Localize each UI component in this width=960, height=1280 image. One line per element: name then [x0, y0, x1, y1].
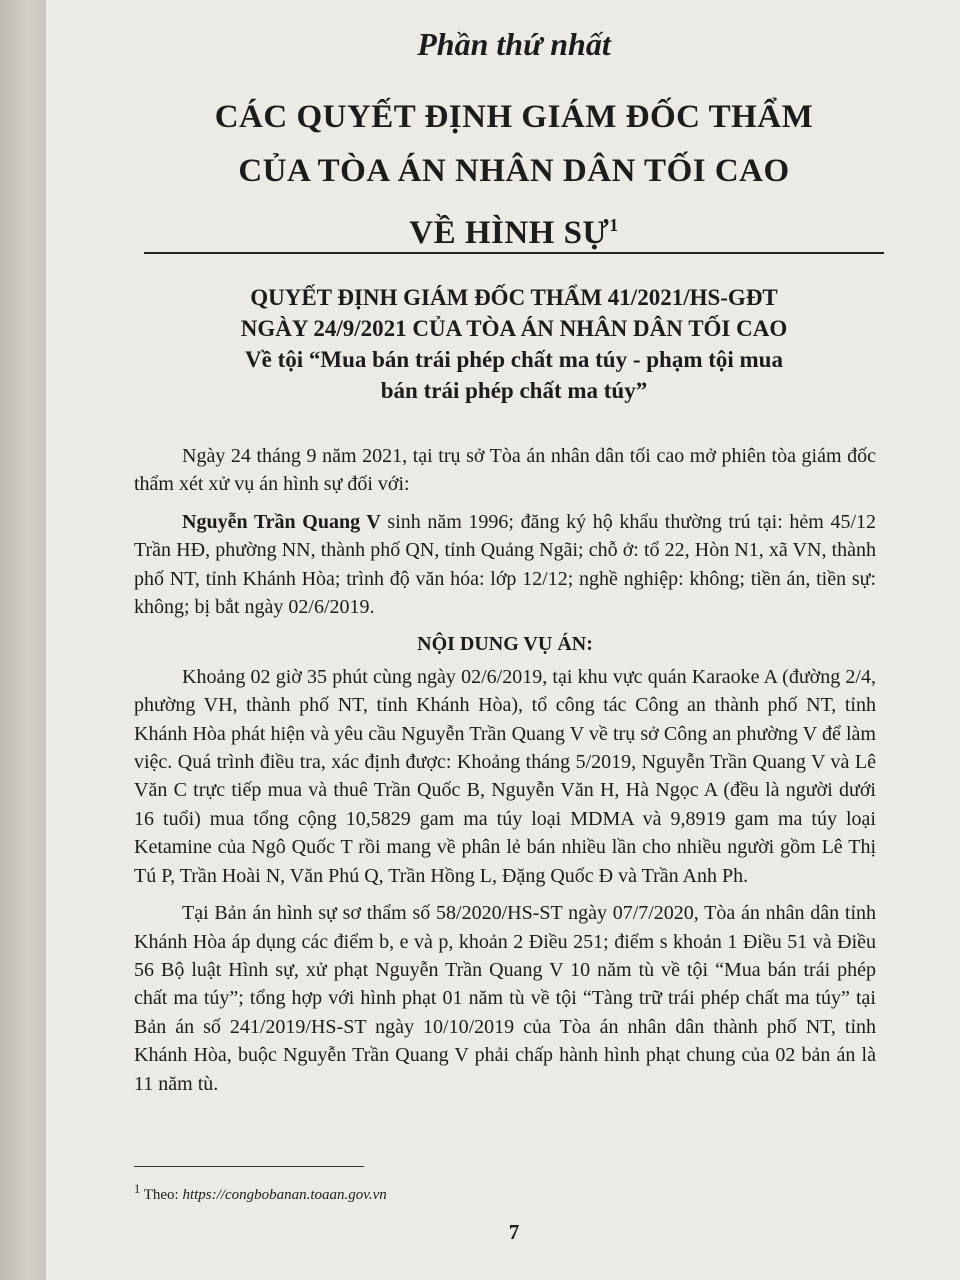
decision-title-line-3: Về tội “Mua bán trái phép chất ma túy - phạm tội mua [245, 347, 783, 372]
document-page [46, 0, 960, 1280]
defendant-paragraph [134, 508, 876, 622]
body-text [134, 442, 876, 1107]
decision-title-line-1: QUYẾT ĐỊNH GIÁM ĐỐC THẨM 41/2021/HS-GĐT [250, 285, 778, 310]
section-heading: NỘI DUNG VỤ ÁN: [417, 633, 593, 656]
decision-title-line-4: bán trái phép chất ma túy” [380, 378, 648, 403]
part-heading: Phần thứ nhất [417, 26, 611, 62]
decision-title-line-2: NGÀY 24/9/2021 CỦA TÒA ÁN NHÂN DÂN TỐI CAO [240, 316, 788, 341]
main-title-line-2: CỦA TÒA ÁN NHÂN DÂN TỐI CAO [238, 153, 790, 189]
facts-paragraph: Khoảng 02 giờ 35 phút cùng ngày 02/6/2019, tại khu vực quán Karaoke A (đường 2/4, phường VH, thành phố NT, tỉnh Khánh Hòa), tổ công tác Công an thành phố NT, tỉnh Khánh Hòa phát hiện và yêu cầu Nguyễn Trần Quang V về trụ sở Công an phường V để làm việc. Quá trình điều tra, xác định được: Khoảng tháng 5/2019, Nguyễn Trần Quang V và Lê Văn C trực tiếp mua và thuê Trần Quốc B, Nguyễn Văn H, Hà Ngọc A (đều là người dưới 16 tuổi) mua tổng cộng 10,5829 gam ma túy loại MDMA và 9,8919 gam ma túy loại Ketamine của Ngô Quốc T rồi mang về phân lẻ bán nhiều lần cho nhiều người gồm Lê Thị Tú P, Trần Hoài N, Văn Phú Q, Trần Hồng L, Đặng Quốc Đ và Trần Anh Ph. [134, 665, 876, 887]
page-number: 7 [508, 1220, 520, 1244]
footnote [134, 1182, 387, 1204]
intro-paragraph: Ngày 24 tháng 9 năm 2021, tại trụ sở Tòa án nhân dân tối cao mở phiên tòa giám đốc thẩm xét xử vụ án hình sự đối với: [134, 445, 876, 496]
defendant-name: Nguyễn Trần Quang V [182, 510, 381, 533]
footnote-url: https://congbobanan.toaan.gov.vn [182, 1187, 387, 1203]
footnote-label: Theo: [140, 1187, 183, 1203]
main-title [134, 90, 894, 260]
adjacent-page-edge [0, 0, 46, 1280]
main-title-line-3-text: VỀ HÌNH SỰ [409, 215, 610, 251]
defendant-info: sinh năm 1996; đăng ký hộ khẩu thường trú tại: hẻm 45/12 Trần HĐ, phường NN, thành phố QN, tỉnh Quảng Ngãi; chỗ ở: tổ 22, Hòn N1, xã VN, thành phố NT, tỉnh Khánh Hòa; trình độ văn hóa: lớp 12/12; nghề nghiệp: không; tiền án, tiền sự: không; bị bắt ngày 02/6/2019. [134, 510, 876, 619]
title-divider [144, 252, 884, 254]
verdict-paragraph: Tại Bản án hình sự sơ thẩm số 58/2020/HS-ST ngày 07/7/2020, Tòa án nhân dân tỉnh Khánh Hòa áp dụng các điểm b, e và p, khoản 2 Điều 251; điểm s khoản 1 Điều 51 và Điều 56 Bộ luật Hình sự, xử phạt Nguyễn Trần Quang V 10 năm tù về tội “Mua bán trái phép chất ma túy”; tổng hợp với hình phạt 01 năm tù về tội “Tàng trữ trái phép chất ma túy” tại Bản án số 241/2019/HS-ST ngày 10/10/2019 của Tòa án nhân dân thành phố NT, tỉnh Khánh Hòa, buộc Nguyễn Trần Quang V phải chấp hành hình phạt chung của 02 bản án là 11 năm tù. [134, 902, 876, 1095]
footnote-reference: 1 [609, 215, 619, 235]
main-title-line-1: CÁC QUYẾT ĐỊNH GIÁM ĐỐC THẨM [214, 99, 814, 135]
footnote-mark: 1 [134, 1182, 141, 1196]
main-title-line-3 [134, 198, 894, 260]
decision-title [134, 282, 894, 406]
footnote-divider [134, 1166, 364, 1167]
